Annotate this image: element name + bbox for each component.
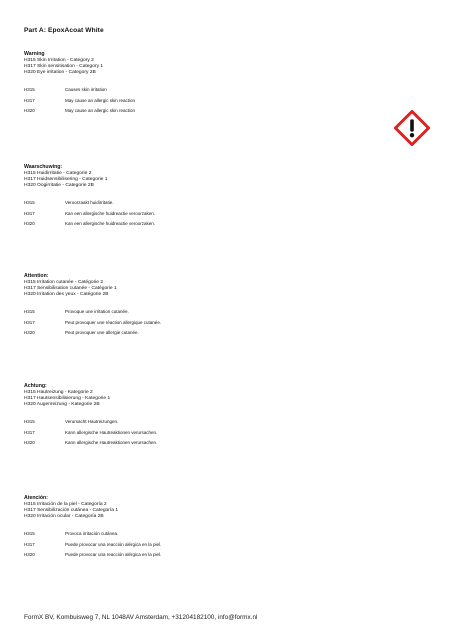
- statement-row: [24, 85, 384, 95]
- section-heading: Attention:: [24, 273, 49, 279]
- statement-code: H315: [24, 419, 35, 425]
- statement-code: H317: [24, 429, 35, 435]
- statement-text: Provoque une irritation cutanée.: [65, 309, 129, 315]
- hazard-section-german: [24, 382, 384, 448]
- statement-text: May cause an allergic skin reaction: [65, 107, 136, 113]
- statement-code: H317: [24, 541, 35, 547]
- classification-line: H320 Oogirritatie - Categorie 2B: [24, 182, 94, 188]
- statement-list: [24, 529, 384, 560]
- hazard-section-spanish: [24, 494, 384, 560]
- statement-code: H315: [24, 309, 35, 315]
- statement-text: Verursacht Hautreizungen.: [65, 419, 119, 425]
- hazard-section-dutch: [24, 163, 384, 229]
- statement-row: [24, 428, 384, 438]
- statement-text: Veroorzaakt huidirritatie.: [65, 200, 114, 206]
- statement-text: Kann allergische Hautreaktionen verursachen.: [65, 429, 158, 435]
- statement-text: Puede provocar una reacción alérgica en la piel.: [65, 551, 162, 557]
- statement-text: Peut provoquer une réaction allergique cutanée.: [65, 319, 162, 325]
- statement-list: [24, 198, 384, 229]
- statement-code: H317: [24, 210, 35, 216]
- statement-code: H315: [24, 531, 35, 537]
- classification-line: H315 Irritation cutanée - Catégorie 2: [24, 280, 104, 285]
- statement-row: [24, 219, 384, 229]
- statement-row: [24, 198, 384, 208]
- statement-text: Peut provoquer une allergie cutanée.: [65, 329, 139, 335]
- classification-line: H315 Irritación de la piel - Categoría 2: [24, 502, 107, 507]
- section-heading: Waarschuwing:: [24, 164, 63, 170]
- classification-line: H320 Augenreizung - Kategorie 2B: [24, 401, 100, 407]
- section-heading: Warning: [24, 51, 45, 57]
- classification-line: H317 Sensibilización cutánea - Categoría 1: [24, 507, 119, 513]
- classification-line: H320 Irritation des yeux - Catégorie 2B: [24, 291, 109, 297]
- classification-line: H317 Sensibilisation cutanée - Catégorie 1: [24, 285, 117, 291]
- statement-row: [24, 328, 384, 338]
- statement-text: Causes skin irritation: [65, 87, 107, 93]
- section-heading: Atención:: [24, 495, 48, 501]
- statement-code: H320: [24, 329, 35, 335]
- statement-code: H315: [24, 87, 35, 93]
- statement-row: [24, 417, 384, 427]
- classification-line: H317 Hautsensibilisierung - Kategorie 1: [24, 395, 111, 401]
- statement-text: Kan een allergische huidreactie veroorzaken.: [65, 210, 156, 216]
- statement-row: [24, 307, 384, 317]
- statement-row: [24, 318, 384, 328]
- statement-list: [24, 307, 384, 338]
- classification-line: H315 Hautreizung - Kategorie 2: [24, 390, 93, 395]
- statement-row: [24, 550, 384, 560]
- page-title: Part A: EpoxAcoat White: [24, 27, 104, 34]
- hazard-section-french: [24, 272, 384, 338]
- statement-list: [24, 417, 384, 448]
- page-footer: FormX BV, Kombuisweg 7, NL 1048AV Amsterdam, +31204182100, info@formx.nl: [24, 614, 258, 621]
- statement-row: [24, 96, 384, 106]
- statement-code: H320: [24, 551, 35, 557]
- statement-row: [24, 529, 384, 539]
- statement-code: H315: [24, 200, 35, 206]
- classification-line: H320 Irritación ocular - Categoría 2B: [24, 513, 104, 519]
- statement-code: H317: [24, 97, 35, 103]
- classification-line: H315 Skin Irritation - Category 2: [24, 58, 94, 63]
- statement-code: H320: [24, 439, 35, 445]
- classification-line: H320 Eye irritation - Category 2B: [24, 69, 96, 75]
- statement-row: [24, 106, 384, 116]
- statement-code: H320: [24, 107, 35, 113]
- classification-line: H317 Skin sensitisation - Category 1: [24, 63, 104, 69]
- exclamation-hazard-icon: [394, 110, 430, 146]
- section-heading: Achtung:: [24, 383, 47, 389]
- statement-text: Kann allergische Hautreaktionen verursachen.: [65, 439, 158, 445]
- classification-line: H317 Huidsensibilisering - Categorie 1: [24, 176, 108, 182]
- statement-list: [24, 85, 384, 116]
- statement-code: H317: [24, 319, 35, 325]
- statement-text: Kan een allergische huidreactie veroorzaken.: [65, 220, 156, 226]
- statement-code: H320: [24, 220, 35, 226]
- statement-row: [24, 540, 384, 550]
- statement-text: May cause an allergic skin reaction: [65, 97, 136, 103]
- statement-text: Puede provocar una reacción alérgica en la piel.: [65, 541, 162, 547]
- statement-row: [24, 438, 384, 448]
- statement-row: [24, 209, 384, 219]
- statement-text: Provoca irritación cutánea.: [65, 531, 119, 537]
- classification-line: H315 Huidirritatie - Categorie 2: [24, 171, 92, 176]
- hazard-section-english: [24, 50, 384, 116]
